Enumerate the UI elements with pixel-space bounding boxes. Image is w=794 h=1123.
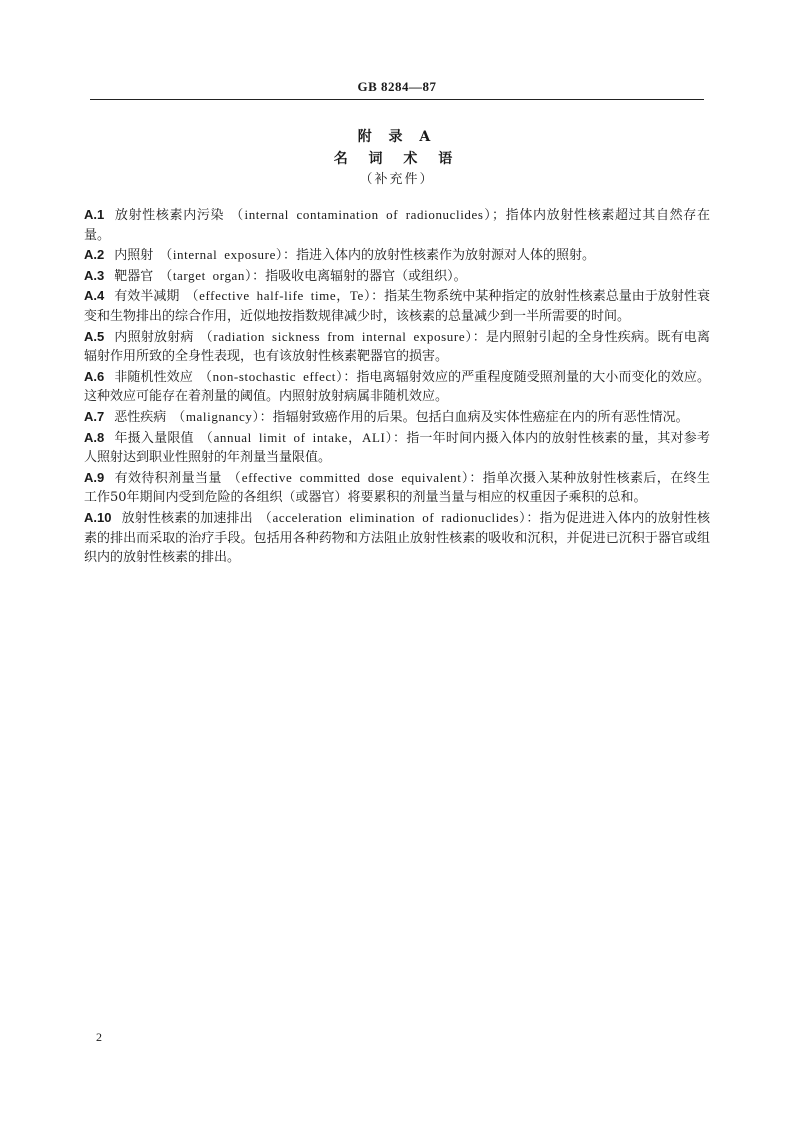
definition-code: A.1: [84, 207, 105, 222]
definition-english-term: （target organ）: [159, 267, 253, 283]
definition-text: ：指一年时间内摄入体内的放射性核素的量，其对参考人照射达到职业性照射的年剂量当量限值。: [84, 430, 710, 466]
definition-code: A.5: [84, 328, 105, 344]
definition-term: 非随机性效应: [114, 369, 193, 385]
definition-term: 有效待积剂量当量: [114, 470, 222, 486]
definition-text: ：指单次摄入某种放射性核素后，在终生工作50年期间内受到危险的各组织（或器官）将要累积的剂量当量与相应的权重因子乘积的总和。: [84, 470, 710, 506]
definition-english-term: （effective half-life time，Te）: [185, 288, 372, 304]
page-number: 2: [96, 1030, 102, 1044]
definition-code: A.4: [84, 288, 105, 304]
definition-text: ：指辐射致癌作用的后果。包括白血病及实体性癌症在内的所有恶性情况。: [259, 409, 689, 425]
definition-text: ：指为促进进入体内的放射性核素的排出而采取的治疗手段。包括用各种药物和方法阻止放射性核素的吸收和沉积，并促进已沉积于器官或组织内的放射性核素的排出。: [84, 510, 710, 566]
definition-code: A.7: [84, 408, 105, 424]
definition-text: ；指体内放射性核素超过其自然存在量。: [84, 208, 710, 243]
definition-code: A.10: [84, 509, 112, 525]
definition-term: 年摄入量限值: [114, 430, 194, 446]
definition-item: [84, 468, 710, 508]
definition-english-term: （radiation sickness from internal exposure）: [199, 328, 473, 344]
definition-code: A.8: [84, 429, 105, 445]
header-divider: [90, 99, 704, 100]
definition-english-term: （effective committed dose equivalent）: [227, 469, 470, 485]
annex-title: 附 录 A: [357, 129, 437, 145]
definition-code: A.9: [84, 469, 105, 485]
definition-text: ：指电离辐射效应的严重程度随受照剂量的大小而变化的效应。这种效应可能存在着剂量的阈值。内照射放射病属非随机效应。: [84, 369, 710, 405]
definition-item: [84, 367, 710, 407]
definition-text: ：指进入体内的放射性核素作为放射源对人体的照射。: [283, 248, 596, 264]
definition-term: 放射性核素内污染: [114, 208, 225, 223]
definition-code: A.2: [84, 247, 105, 263]
definition-english-term: （acceleration elimination of radionuclides）: [258, 509, 527, 525]
definition-item: [84, 286, 710, 326]
definition-english-term: （non-stochastic effect）: [198, 368, 344, 384]
definition-code: A.3: [84, 267, 105, 283]
annex-note: （补充件）: [359, 172, 435, 187]
annex-subtitle: 名 词 术 语: [333, 151, 461, 167]
definition-item: [84, 245, 710, 266]
definition-item: [84, 266, 710, 287]
definition-text: ：指吸收电离辐射的器官（或组织）。: [252, 268, 467, 284]
definition-term: 恶性疾病: [114, 409, 167, 425]
definition-list: [84, 205, 710, 568]
definition-term: 有效半减期: [114, 289, 180, 305]
definition-item: [84, 407, 710, 428]
definition-term: 内照射: [114, 248, 154, 264]
definition-code: A.6: [84, 368, 105, 384]
definition-item: [84, 428, 710, 468]
definition-english-term: （internal exposure）: [159, 247, 284, 263]
definition-term: 放射性核素的加速排出: [121, 510, 253, 526]
standard-code: GB 8284—87: [357, 79, 437, 94]
definition-english-term: （malignancy）: [172, 408, 260, 424]
definition-item: [84, 508, 710, 568]
definition-english-term: （annual limit of intake，ALI）: [199, 429, 393, 445]
definition-english-term: （internal contamination of radionuclides）: [230, 207, 492, 222]
definition-text: ：是内照射引起的全身性疾病。既有电离辐射作用所致的全身性表现，也有该放射性核素靶器官的损害。: [84, 329, 710, 365]
definition-text: ：指某生物系统中某种指定的放射性核素总量由于放射性衰变和生物排出的综合作用，近似地按指数规律减少时，该核素的总量减少到一半所需要的时间。: [84, 289, 710, 324]
definition-term: 靶器官: [114, 268, 154, 284]
definition-item: [84, 205, 710, 245]
definition-term: 内照射放射病: [114, 329, 194, 345]
definition-item: [84, 327, 710, 367]
